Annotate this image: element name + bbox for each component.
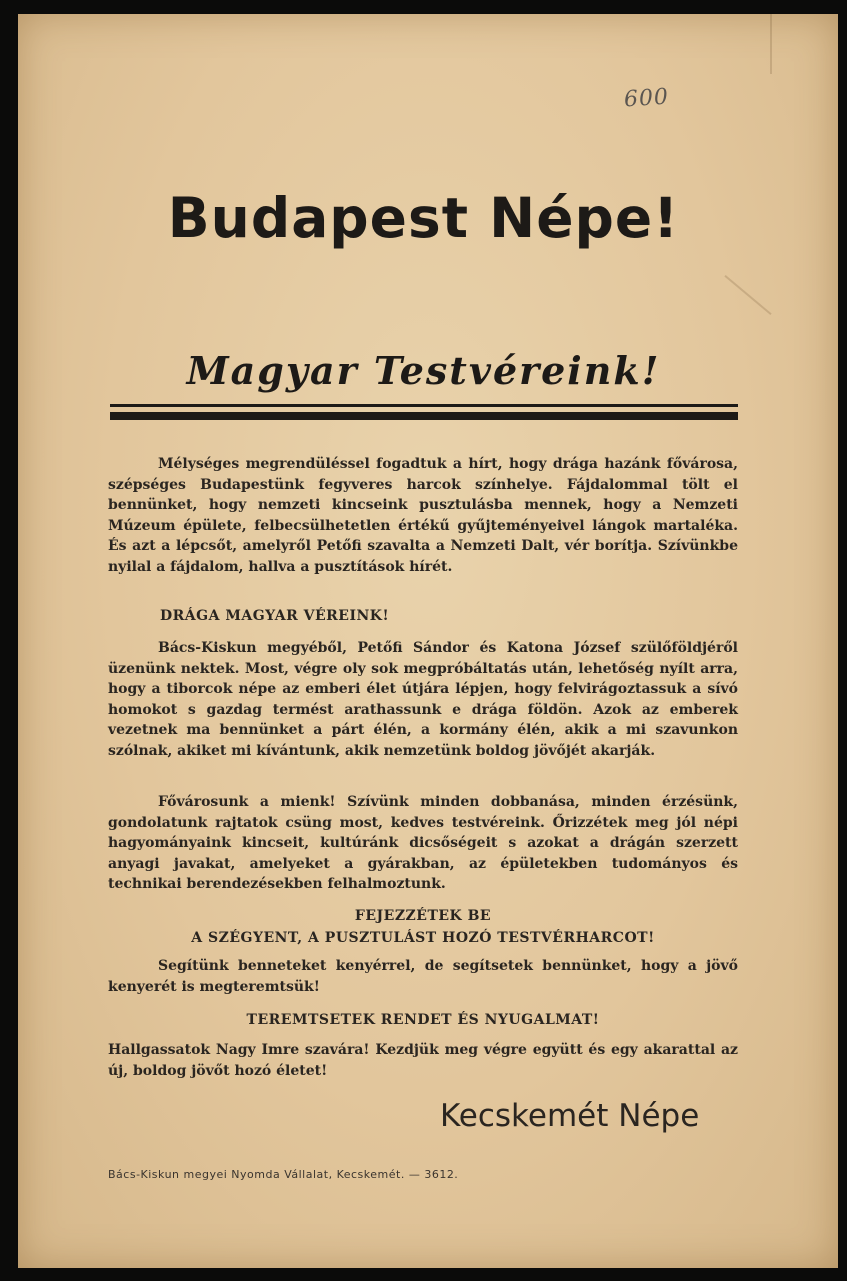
divider-thin [110,404,738,407]
heading-rendet: TEREMTSETEK RENDET ÉS NYUGALMAT! [246,1012,600,1028]
poster-subtitle: Magyar Testvéreink! [186,348,661,393]
heading-szegyent: A SZÉGYENT, A PUSZTULÁST HOZÓ TESTVÉRHARCOT! [191,930,655,946]
printer-imprint: Bács-Kiskun megyei Nyomda Vállalat, Kecskemét. — 3612. [108,1168,459,1181]
signature: Kecskemét Népe [440,1098,700,1134]
paragraph-2: Bács-Kiskun megyéből, Petőfi Sándor és Katona József szülőföldjéről üzenünk nektek. Most, végre oly sok megpróbáltatás után, lehetőség nyílt arra, hogy a tiborcok népe az emberi élet útjára lépjen, hogy felvirágoztassuk a sívó homokot s gazdag termést arathassunk e drága földön. Azok az emberek vezetnek ma bennünket a párt élén, a kormány élén, akik a mi szavunkon szólnak, akiket mi kívántunk, akik nemzetünk boldog jövőjét akarják. [108,640,738,759]
heading-fejezzetek-be: FEJEZZÉTEK BE [354,908,492,924]
paper-crease [724,275,771,315]
poster-title: Budapest Népe! [167,186,680,250]
paragraph-3: Fővárosunk a mienk! Szívünk minden dobbanása, minden érzésünk, gondolatunk rajtatok csüng most, kedves testvéreink. Őrizzétek meg jól népi hagyományaink kincseit, kultúránk dicsőségeit s azokat a drágán szerzett anyagi javakat, amelyeket a gyárakban, az épületekben tudományos és technikai berendezésekben felhalmoztunk. [108,794,738,892]
divider-thick [110,412,738,420]
paper-crease [770,14,772,74]
paragraph-4: Segítünk benneteket kenyérrel, de segítsetek bennünket, hogy a jövő kenyerét is megteremtsük! [108,958,738,995]
heading-draga-magyar: DRÁGA MAGYAR VÉREINK! [160,608,390,624]
paragraph-1: Mélységes megrendüléssel fogadtuk a hírt, hogy drága hazánk fővárosa, szépséges Budapestünk fegyveres harcok színhelye. Fájdalommal tölt el bennünket, hogy nemzeti kincseink pusztulásba mennek, hogy a Nemzeti Múzeum épülete, felbecsülhetetlen értékű gyűjteményeivel lángok martaléka. És azt a lépcsőt, amelyről Petőfi szavalta a Nemzeti Dalt, vér borítja. Szívünkbe nyilal a fájdalom, hallva a pusztítások hírét. [108,456,738,575]
handwritten-note: 600 [623,84,670,113]
paragraph-5: Hallgassatok Nagy Imre szavára! Kezdjük meg végre együtt és egy akarattal az új, boldog jövőt hozó életet! [108,1042,738,1079]
